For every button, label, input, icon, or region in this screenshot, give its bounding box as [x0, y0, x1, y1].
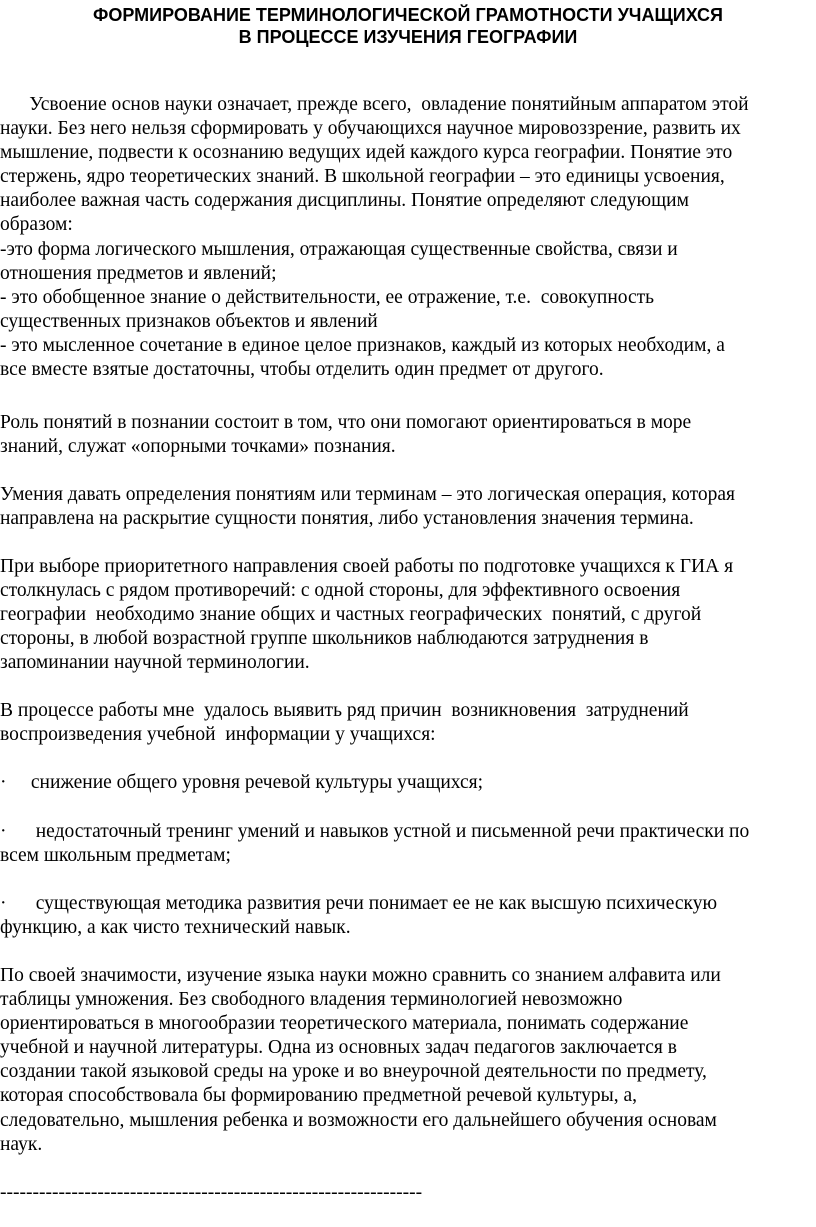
- bullet-item-methodology: [0, 892, 812, 940]
- text-line: стержень, ядро теоретических знаний. В школьной географии – это единицы усвоения,: [0, 166, 725, 188]
- text-line: отношения предметов и явлений;: [0, 262, 277, 284]
- text-line: направлена на раскрытие сущности понятия, либо установления значения термина.: [0, 508, 694, 530]
- paragraph-significance: [0, 964, 812, 1157]
- text-line: столкнулась с рядом противоречий: с одной стороны, для эффективного освоения: [0, 580, 681, 602]
- text-line: При выборе приоритетного направления своей работы по подготовке учащихся к ГИА я: [0, 556, 734, 577]
- text-line: Умения давать определения понятиям или терминам – это логическая операция, которая: [0, 484, 735, 505]
- text-line: следовательно, мышления ребенка и возможности его дальнейшего обучения основам: [0, 1109, 717, 1131]
- text-line: которая способствовала бы формированию предметной речевой культуры, а,: [0, 1085, 638, 1107]
- text-line: - это мысленное сочетание в единое целое признаков, каждый из которых необходим, а: [0, 334, 725, 356]
- paragraph-role-of-concepts: [0, 411, 812, 459]
- text-line: Роль понятий в познании состоит в том, что они помогают ориентироваться в море: [0, 412, 692, 433]
- paragraph-definitions: [0, 483, 812, 531]
- text-line: - это обобщенное знание о действительности, ее отражение, т.е. совокупность: [0, 286, 655, 308]
- text-line: географии необходимо знание общих и частных географических понятий, с другой: [0, 604, 702, 626]
- text-line: науки. Без него нельзя сформировать у обучающихся научное мировоззрение, развить их: [0, 118, 741, 140]
- text-line: существенных признаков объектов и явлений: [0, 310, 378, 332]
- bullet-item-speech-culture: [0, 771, 812, 795]
- text-line: наиболее важная часть содержания дисциплины. Понятие определяют следующим: [0, 190, 689, 212]
- text-line: -это форма логического мышления, отражающая существенные свойства, связи и: [0, 238, 678, 260]
- paragraph-causes-intro: [0, 699, 812, 747]
- text-line: стороны, в любой возрастной группе школьников наблюдаются затруднения в: [0, 628, 649, 650]
- text-line: знаний, служат «опорными точками» познания.: [0, 436, 396, 458]
- text-line: наук.: [0, 1133, 43, 1155]
- text-line: все вместе взятые достаточны, чтобы отделить один предмет от другого.: [0, 359, 604, 381]
- document-title-line-1: ФОРМИРОВАНИЕ ТЕРМИНОЛОГИЧЕСКОЙ ГРАМОТНОСТИ УЧАЩИХСЯ: [93, 5, 723, 25]
- text-line: · недостаточный тренинг умений и навыков устной и письменной речи практически по: [0, 821, 750, 842]
- text-line: образом:: [0, 214, 73, 236]
- text-line: таблицы умножения. Без свободного владения терминологией невозможно: [0, 989, 623, 1011]
- paragraph-concepts: [0, 93, 812, 382]
- text-line: создании такой языковой среды на уроке и во внеурочной деятельности по предмету,: [0, 1061, 707, 1083]
- text-line: По своей значимости, изучение языка науки можно сравнить со знанием алфавита или: [0, 965, 721, 986]
- text-line: воспроизведения учебной информации у учащихся:: [0, 724, 436, 746]
- divider-line: -----------------------------------------------------------------: [0, 1182, 423, 1203]
- text-line: мышление, подвести к осознанию ведущих идей каждого курса географии. Понятие это: [0, 142, 733, 164]
- bullet-item-training: [0, 820, 812, 868]
- text-line: учебной и научной литературы. Одна из основных задач педагогов заключается в: [0, 1037, 677, 1059]
- text-line: всем школьным предметам;: [0, 845, 231, 867]
- document-title-line-2: В ПРОЦЕССЕ ИЗУЧЕНИЯ ГЕОГРАФИИ: [238, 27, 578, 47]
- text-line: · снижение общего уровня речевой культуры учащихся;: [0, 772, 484, 793]
- text-line: Усвоение основ науки означает, прежде всего, овладение понятийным аппаратом этой: [0, 94, 749, 115]
- text-line: запоминании научной терминологии.: [0, 652, 310, 674]
- paragraph-priority-direction: [0, 555, 812, 675]
- text-line: функцию, а как чисто технический навык.: [0, 917, 351, 939]
- text-line: · существующая методика развития речи понимает ее не как высшую психическую: [0, 893, 718, 914]
- text-line: ориентироваться в многообразии теоретического материала, понимать содержание: [0, 1013, 689, 1035]
- text-line: В процессе работы мне удалось выявить ряд причин возникновения затруднений: [0, 700, 689, 721]
